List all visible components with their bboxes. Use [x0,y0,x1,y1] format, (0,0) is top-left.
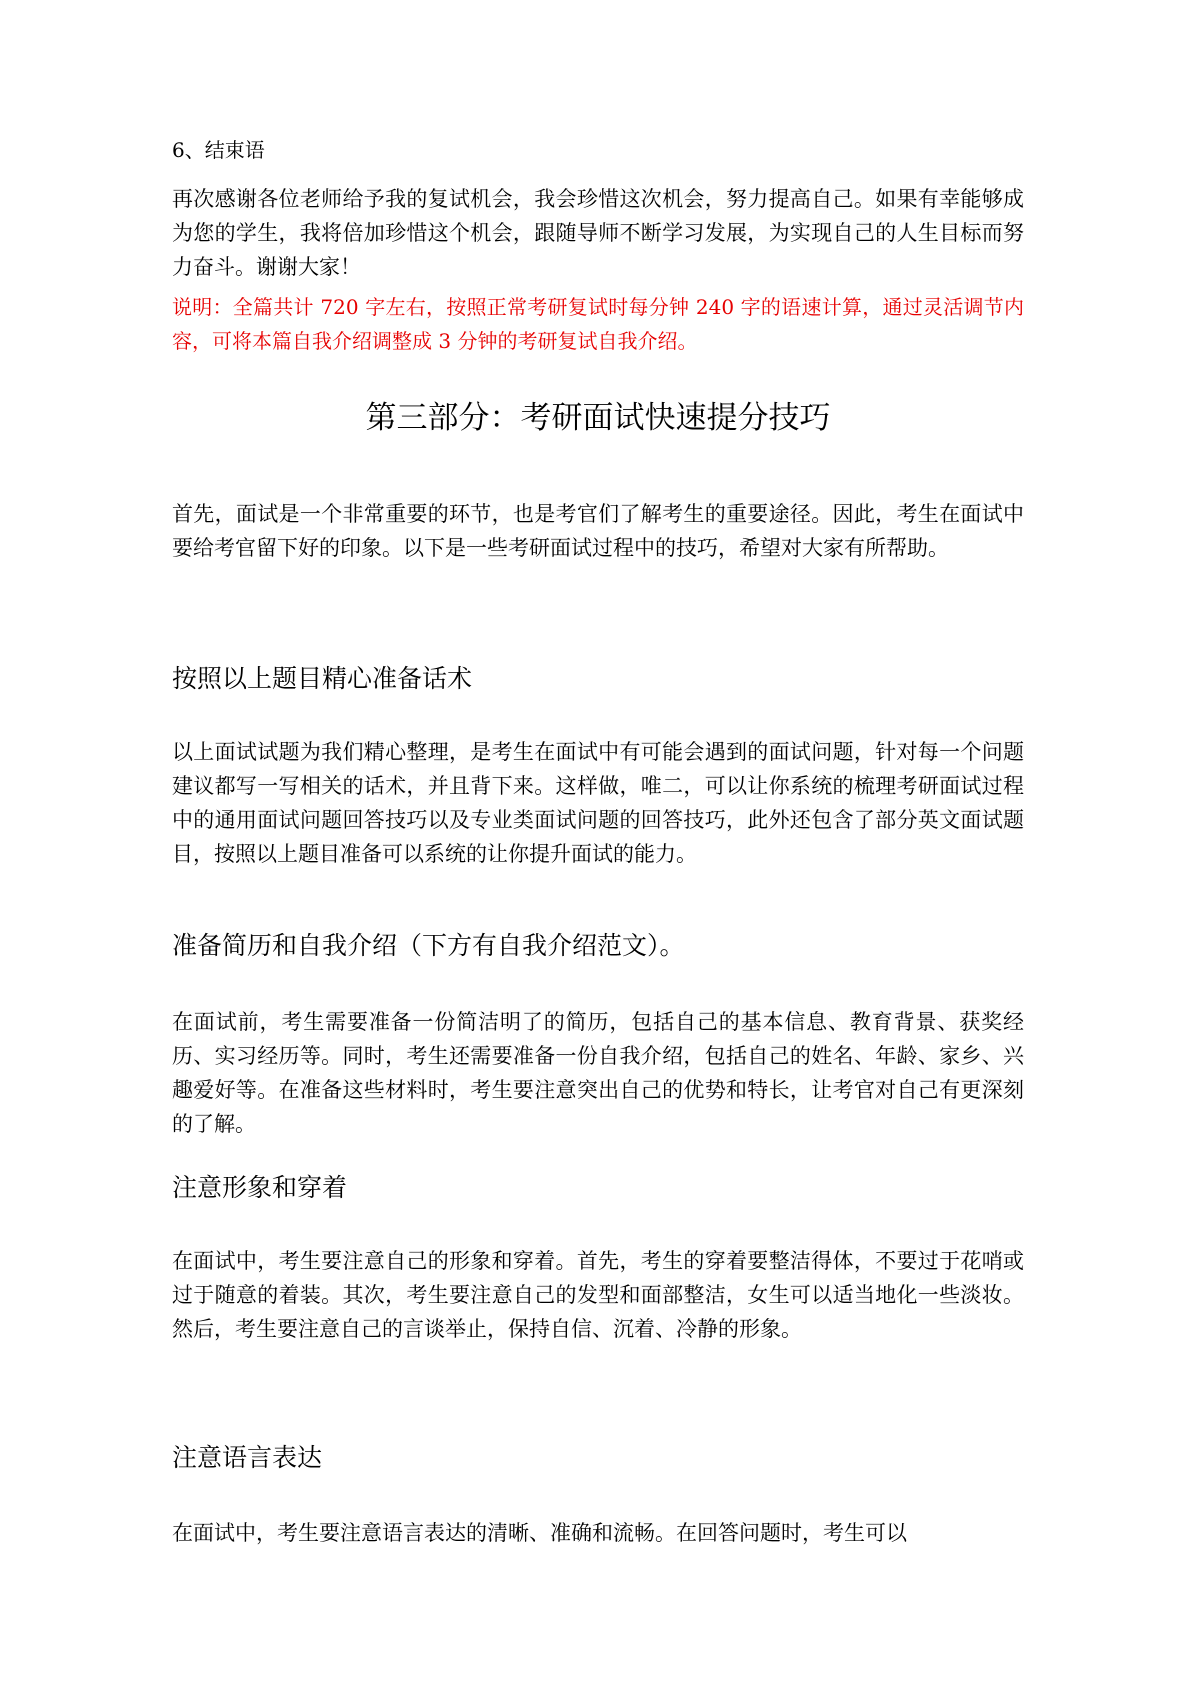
closing-heading: 6、结束语 [172,138,265,162]
part-three-title: 第三部分：考研面试快速提分技巧 [365,400,831,436]
closing-paragraph: 再次感谢各位老师给予我的复试机会，我会珍惜这次机会，努力提高自己。如果有幸能够成为您的学生，我将倍加珍惜这个机会，跟随导师不断学习发展，为实现自己的人生目标而努力奋斗。谢谢大家！ [172,187,1024,279]
word-count-note: 说明：全篇共计 720 字左右，按照正常考研复试时每分钟 240 字的语速计算，通过灵活调节内容，可将本篇自我介绍调整成 3 分钟的考研复试自我介绍。 [172,295,1024,353]
section-paragraph-prepare-answers: 以上面试试题为我们精心整理，是考生在面试中有可能会遇到的面试问题，针对每一个问题建议都写一写相关的话术，并且背下来。这样做，唯二，可以让你系统的梳理考研面试过程中的通用面试问题回答技巧以及专业类面试问题的回答技巧，此外还包含了部分英文面试题目，按照以上题目准备可以系统的让你提升面试的能力。 [172,740,1024,866]
section-heading-prepare-answers: 按照以上题目精心准备话术 [172,664,473,693]
section-heading-resume: 准备简历和自我介绍（下方有自我介绍范文）。 [172,931,685,960]
section-paragraph-appearance: 在面试中，考生要注意自己的形象和穿着。首先，考生的穿着要整洁得体，不要过于花哨或过于随意的着装。其次，考生要注意自己的发型和面部整洁，女生可以适当地化一些淡妆。然后，考生要注意自己的言谈举止，保持自信、沉着、冷静的形象。 [172,1249,1024,1341]
section-heading-language: 注意语言表达 [172,1443,323,1472]
section-paragraph-resume: 在面试前，考生需要准备一份简洁明了的简历，包括自己的基本信息、教育背景、获奖经历、实习经历等。同时，考生还需要准备一份自我介绍，包括自己的姓名、年龄、家乡、兴趣爱好等。在准备这些材料时，考生要注意突出自己的优势和特长，让考官对自己有更深刻的了解。 [172,1010,1024,1136]
section-heading-appearance: 注意形象和穿着 [172,1173,348,1202]
section-paragraph-language: 在面试中，考生要注意语言表达的清晰、准确和流畅。在回答问题时，考生可以 [172,1521,907,1545]
part-three-intro: 首先，面试是一个非常重要的环节，也是考官们了解考生的重要途径。因此，考生在面试中要给考官留下好的印象。以下是一些考研面试过程中的技巧，希望对大家有所帮助。 [172,502,1024,560]
